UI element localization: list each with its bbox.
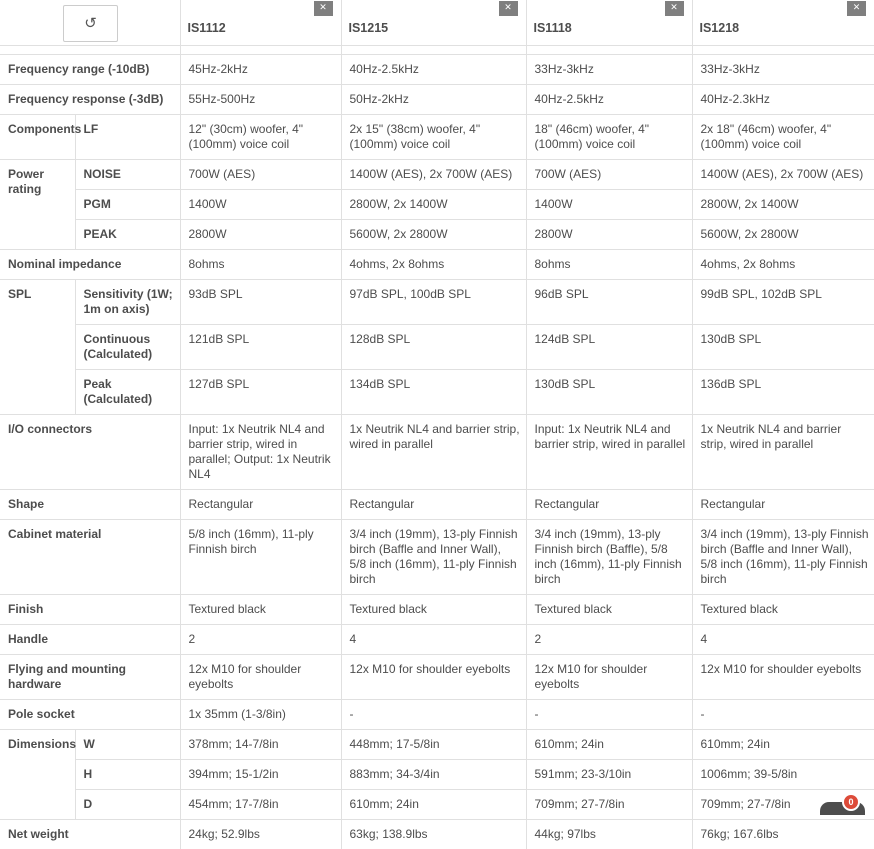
spec-value-cell: - xyxy=(341,700,526,730)
spec-sub-label: Continuous (Calculated) xyxy=(75,325,180,370)
spec-value-cell: 1400W xyxy=(526,190,692,220)
spec-value-cell: 12x M10 for shoulder eyebolts xyxy=(180,655,341,700)
spec-category-label: Dimensions xyxy=(0,730,75,820)
header-spacer-row xyxy=(0,46,874,55)
spec-value-cell: - xyxy=(692,700,874,730)
table-row xyxy=(0,520,874,595)
spec-value-cell: Input: 1x Neutrik NL4 and barrier strip, wired in parallel xyxy=(526,415,692,490)
spec-value-cell: 2x 18" (46cm) woofer, 4" (100mm) voice coil xyxy=(692,115,874,160)
spec-value-cell: 12x M10 for shoulder eyebolts xyxy=(526,655,692,700)
spec-value-cell: 1x Neutrik NL4 and barrier strip, wired in parallel xyxy=(341,415,526,490)
spec-value-cell: 134dB SPL xyxy=(341,370,526,415)
spec-value-cell: Textured black xyxy=(526,595,692,625)
spec-value-cell: 18" (46cm) woofer, 4" (100mm) voice coil xyxy=(526,115,692,160)
spec-value-cell: Rectangular xyxy=(526,490,692,520)
table-row xyxy=(0,370,874,415)
table-row xyxy=(0,625,874,655)
spec-sub-label: Peak (Calculated) xyxy=(75,370,180,415)
spec-value-cell: 12" (30cm) woofer, 4" (100mm) voice coil xyxy=(180,115,341,160)
spec-row-label: Flying and mounting hardware xyxy=(0,655,180,700)
spec-value-cell: 2x 15" (38cm) woofer, 4" (100mm) voice coil xyxy=(341,115,526,160)
column-header-is1215 xyxy=(341,0,526,46)
spec-row-label: Net weight xyxy=(0,820,180,849)
undo-button[interactable]: ↺ xyxy=(63,5,118,42)
spec-value-cell: 1400W xyxy=(180,190,341,220)
table-row xyxy=(0,85,874,115)
spec-value-cell: 709mm; 27-7/8in xyxy=(692,790,874,820)
spec-value-cell: 130dB SPL xyxy=(692,325,874,370)
spec-row-label: Nominal impedance xyxy=(0,250,180,280)
spec-value-cell: 8ohms xyxy=(526,250,692,280)
spec-value-cell: 610mm; 24in xyxy=(526,730,692,760)
column-header-is1112 xyxy=(180,0,341,46)
spec-value-cell: 3/4 inch (19mm), 13-ply Finnish birch (Baffle and Inner Wall), 5/8 inch (16mm), 11-ply Finnish birch xyxy=(341,520,526,595)
spec-sub-label: H xyxy=(75,760,180,790)
table-row xyxy=(0,55,874,85)
spec-value-cell: 5600W, 2x 2800W xyxy=(341,220,526,250)
spec-value-cell: 97dB SPL, 100dB SPL xyxy=(341,280,526,325)
spec-value-cell: 2 xyxy=(526,625,692,655)
spec-value-cell: 1400W (AES), 2x 700W (AES) xyxy=(692,160,874,190)
spec-value-cell: 2 xyxy=(180,625,341,655)
spec-value-cell: 1400W (AES), 2x 700W (AES) xyxy=(341,160,526,190)
spec-value-cell: 124dB SPL xyxy=(526,325,692,370)
spec-value-cell: 454mm; 17-7/8in xyxy=(180,790,341,820)
spec-value-cell: 3/4 inch (19mm), 13-ply Finnish birch (Baffle), 5/8 inch (16mm), 11-ply Finnish birch xyxy=(526,520,692,595)
spec-value-cell: - xyxy=(526,700,692,730)
spec-value-cell: 12x M10 for shoulder eyebolts xyxy=(692,655,874,700)
spec-value-cell: 55Hz-500Hz xyxy=(180,85,341,115)
spec-sub-label: W xyxy=(75,730,180,760)
table-header-row xyxy=(0,0,874,46)
spec-value-cell: 394mm; 15-1/2in xyxy=(180,760,341,790)
table-row xyxy=(0,115,874,160)
close-icon[interactable]: ✕ xyxy=(665,1,684,16)
spec-row-label: Shape xyxy=(0,490,180,520)
spec-value-cell: 44kg; 97lbs xyxy=(526,820,692,849)
label-column-header xyxy=(0,0,180,46)
table-row xyxy=(0,595,874,625)
spec-value-cell: 4ohms, 2x 8ohms xyxy=(341,250,526,280)
spec-value-cell: 700W (AES) xyxy=(526,160,692,190)
spec-value-cell: 96dB SPL xyxy=(526,280,692,325)
spec-value-cell: 3/4 inch (19mm), 13-ply Finnish birch (Baffle and Inner Wall), 5/8 inch (16mm), 11-ply Finnish birch xyxy=(692,520,874,595)
spec-row-label: Handle xyxy=(0,625,180,655)
spec-value-cell: 610mm; 24in xyxy=(341,790,526,820)
table-row xyxy=(0,490,874,520)
spec-value-cell: 136dB SPL xyxy=(692,370,874,415)
spec-value-cell: Textured black xyxy=(341,595,526,625)
spec-value-cell: 130dB SPL xyxy=(526,370,692,415)
spec-value-cell: 128dB SPL xyxy=(341,325,526,370)
spec-value-cell: 63kg; 138.9lbs xyxy=(341,820,526,849)
spec-sub-label: LF xyxy=(75,115,180,160)
spec-value-cell: 2800W, 2x 1400W xyxy=(341,190,526,220)
notification-badge: 0 xyxy=(842,793,860,811)
spec-value-cell: Rectangular xyxy=(341,490,526,520)
close-icon[interactable]: ✕ xyxy=(499,1,518,16)
spec-value-cell: 610mm; 24in xyxy=(692,730,874,760)
table-row xyxy=(0,325,874,370)
spec-value-cell: 448mm; 17-5/8in xyxy=(341,730,526,760)
spec-value-cell: 45Hz-2kHz xyxy=(180,55,341,85)
spec-value-cell: Textured black xyxy=(180,595,341,625)
table-row xyxy=(0,415,874,490)
spec-value-cell: 700W (AES) xyxy=(180,160,341,190)
spec-value-cell: 709mm; 27-7/8in xyxy=(526,790,692,820)
column-header-is1118 xyxy=(526,0,692,46)
spec-row-label: I/O connectors xyxy=(0,415,180,490)
spec-value-cell: 1x 35mm (1-3/8in) xyxy=(180,700,341,730)
table-row xyxy=(0,820,874,849)
table-row xyxy=(0,160,874,190)
spec-value-cell: 883mm; 34-3/4in xyxy=(341,760,526,790)
spec-value-cell: 5600W, 2x 2800W xyxy=(692,220,874,250)
table-row xyxy=(0,190,874,220)
spec-value-cell: 591mm; 23-3/10in xyxy=(526,760,692,790)
spec-row-label: Frequency range (-10dB) xyxy=(0,55,180,85)
spec-value-cell: 5/8 inch (16mm), 11-ply Finnish birch xyxy=(180,520,341,595)
spec-value-cell: 378mm; 14-7/8in xyxy=(180,730,341,760)
spec-value-cell: 4 xyxy=(692,625,874,655)
spec-category-label: Power rating xyxy=(0,160,75,250)
spec-value-cell: 121dB SPL xyxy=(180,325,341,370)
spec-value-cell: 2800W xyxy=(526,220,692,250)
spec-row-label: Frequency response (-3dB) xyxy=(0,85,180,115)
spec-value-cell: 4ohms, 2x 8ohms xyxy=(692,250,874,280)
table-row xyxy=(0,655,874,700)
close-icon[interactable]: ✕ xyxy=(847,1,866,16)
table-row xyxy=(0,700,874,730)
spec-value-cell: 93dB SPL xyxy=(180,280,341,325)
table-row xyxy=(0,790,874,820)
spec-value-cell: Input: 1x Neutrik NL4 and barrier strip, wired in parallel; Output: 1x Neutrik NL4 xyxy=(180,415,341,490)
spec-value-cell: 33Hz-3kHz xyxy=(692,55,874,85)
spec-value-cell: 50Hz-2kHz xyxy=(341,85,526,115)
product-name: IS1215 xyxy=(349,21,389,36)
spec-value-cell: 1006mm; 39-5/8in xyxy=(692,760,874,790)
spec-value-cell: 40Hz-2.5kHz xyxy=(526,85,692,115)
spec-value-cell: 33Hz-3kHz xyxy=(526,55,692,85)
column-header-is1218 xyxy=(692,0,874,46)
spec-sub-label: PGM xyxy=(75,190,180,220)
table-row xyxy=(0,220,874,250)
table-row xyxy=(0,250,874,280)
spec-value-cell: 4 xyxy=(341,625,526,655)
spec-value-cell: 127dB SPL xyxy=(180,370,341,415)
spec-row-label: Pole socket xyxy=(0,700,180,730)
spec-value-cell: 12x M10 for shoulder eyebolts xyxy=(341,655,526,700)
product-name: IS1112 xyxy=(188,21,226,36)
spec-sub-label: NOISE xyxy=(75,160,180,190)
spec-value-cell: 76kg; 167.6lbs xyxy=(692,820,874,849)
spec-category-label: Components xyxy=(0,115,75,160)
spec-value-cell: 40Hz-2.5kHz xyxy=(341,55,526,85)
close-icon[interactable]: ✕ xyxy=(314,1,333,16)
spec-sub-label: D xyxy=(75,790,180,820)
spec-value-cell: 2800W xyxy=(180,220,341,250)
table-row xyxy=(0,730,874,760)
spec-value-cell: Textured black xyxy=(692,595,874,625)
spec-value-cell: 99dB SPL, 102dB SPL xyxy=(692,280,874,325)
spec-value-cell: Rectangular xyxy=(180,490,341,520)
product-name: IS1218 xyxy=(700,21,740,36)
spec-sub-label: PEAK xyxy=(75,220,180,250)
spec-value-cell: 2800W, 2x 1400W xyxy=(692,190,874,220)
spec-row-label: Cabinet material xyxy=(0,520,180,595)
product-name: IS1118 xyxy=(534,21,572,36)
spec-category-label: SPL xyxy=(0,280,75,415)
compare-widget[interactable] xyxy=(820,802,865,815)
table-row xyxy=(0,280,874,325)
spec-value-cell: 8ohms xyxy=(180,250,341,280)
table-row xyxy=(0,760,874,790)
spec-value-cell: 24kg; 52.9lbs xyxy=(180,820,341,849)
spec-sub-label: Sensitivity (1W; 1m on axis) xyxy=(75,280,180,325)
spec-value-cell: 1x Neutrik NL4 and barrier strip, wired in parallel xyxy=(692,415,874,490)
spec-value-cell: Rectangular xyxy=(692,490,874,520)
spec-row-label: Finish xyxy=(0,595,180,625)
spec-value-cell: 40Hz-2.3kHz xyxy=(692,85,874,115)
